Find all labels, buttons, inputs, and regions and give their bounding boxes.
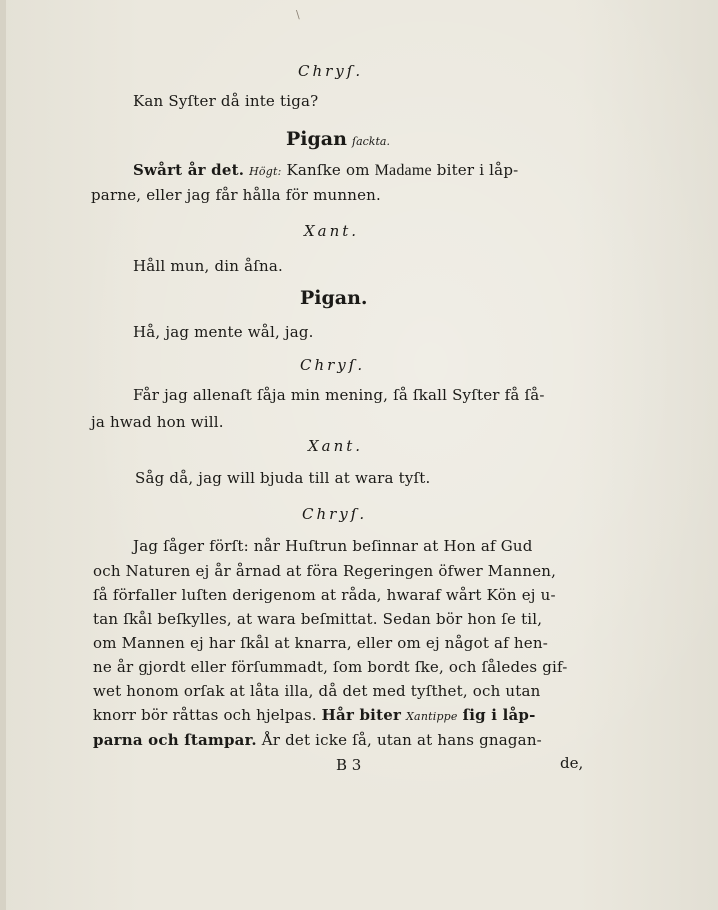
catchword: de,: [560, 754, 584, 772]
dialogue-line: [133, 161, 518, 180]
speaker-pigan: Pigan: [286, 128, 347, 150]
speaker-xant: Xant.: [304, 222, 360, 240]
paragraph-line: [93, 731, 542, 749]
paragraph-line: och Naturen ej år årnad at föra Regeringen öfwer Mannen,: [93, 562, 557, 580]
paragraph-text: År det icke ſå, utan at hans gnagan-: [261, 731, 542, 749]
stage-direction: Högt:: [249, 165, 282, 178]
dialogue-emphasis: Swårt år det.: [133, 161, 245, 179]
dialogue-roman-word: Madame: [374, 162, 432, 179]
paragraph-line: tan ſkål beſkylles, at wara beſmittat. Sedan bör hon ſe til,: [93, 610, 543, 628]
dialogue-line: Håll mun, din åſna.: [133, 257, 283, 275]
dialogue-text: biter i låp-: [436, 161, 519, 179]
paragraph-line: Jag ſåger förſt: når Huſtrun beſinnar at Hon af Gud: [133, 537, 533, 555]
speaker-chrys: Chryſ.: [302, 505, 368, 523]
dialogue-line: Kan Syſter då inte tiga?: [133, 92, 319, 110]
stage-direction: ſig i låp-: [462, 706, 536, 724]
speaker-chrys: Chryſ.: [298, 62, 364, 80]
stage-direction-name: Xantippe: [406, 710, 458, 723]
paragraph-line: ne år gjordt eller förſummadt, ſom bordt ſke, och ſåledes gif-: [93, 658, 568, 676]
speaker-chrys: Chryſ.: [300, 356, 366, 374]
paragraph-line: om Mannen ej har ſkål at knarra, eller om ej något af hen-: [93, 634, 548, 652]
dialogue-line: Får jag allenaſt ſåja min mening, ſå ſkall Syſter få ſå-: [133, 386, 545, 404]
dialogue-text: Kanſke om: [286, 161, 370, 179]
speaker-xant: Xant.: [308, 437, 364, 455]
dialogue-line: ja hwad hon will.: [91, 413, 224, 431]
stage-direction: Hår biter: [321, 706, 402, 724]
page-edge: [0, 0, 6, 910]
stage-direction: ſackta.: [352, 135, 390, 148]
dialogue-line: Såg då, jag will bjuda till at wara tyſt.: [135, 469, 431, 487]
dialogue-line: Hå, jag mente wål, jag.: [133, 323, 314, 341]
signature-mark: B 3: [336, 756, 362, 774]
dialogue-line: parne, eller jag får hålla för munnen.: [91, 186, 382, 204]
stage-direction: parna och ſtampar.: [93, 731, 257, 749]
speaker-pigan-heading: [286, 128, 390, 150]
paragraph-line: wet honom orſak at låta illa, då det med tyſthet, och utan: [93, 682, 541, 700]
paragraph-text: knorr bör råttas och hjelpas.: [93, 706, 317, 724]
paragraph-line: [93, 706, 536, 724]
speaker-pigan: Pigan.: [300, 287, 368, 309]
margin-mark: \: [296, 8, 300, 21]
paragraph-line: ſå förfaller luſten derigenom at råda, hwaraf wårt Kön ej u-: [93, 586, 556, 604]
